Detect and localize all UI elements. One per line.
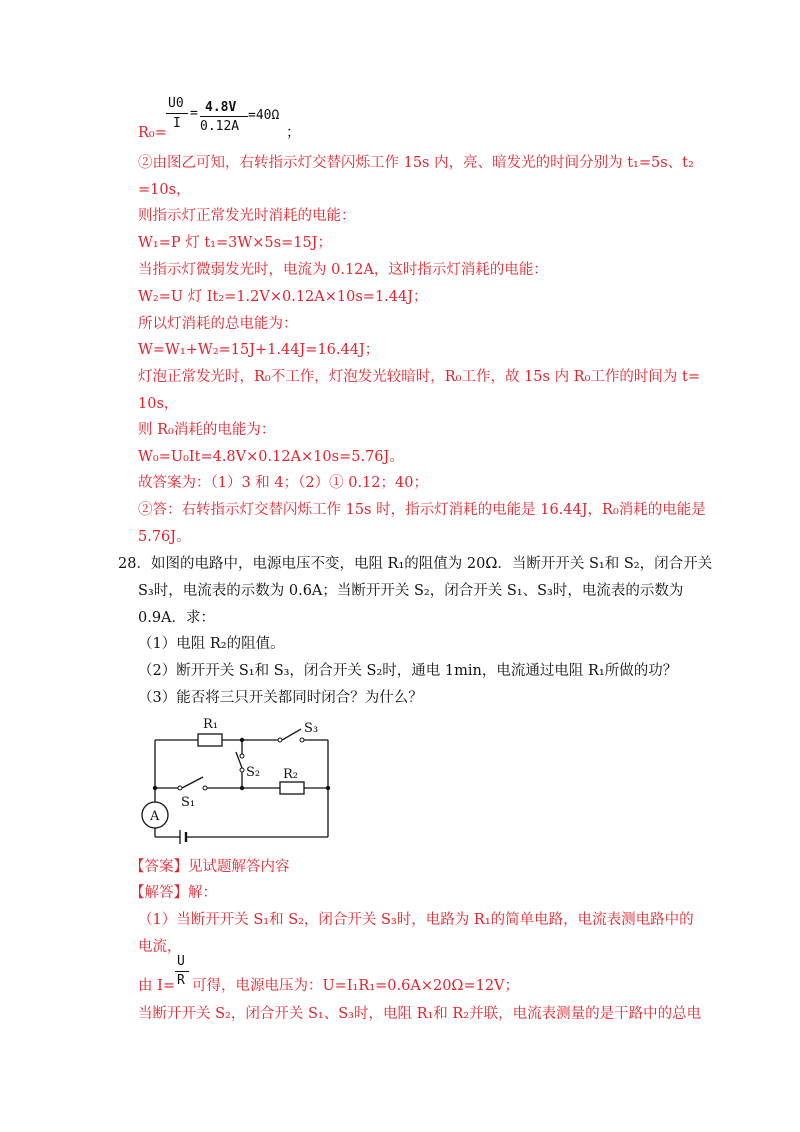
formula-semicolon: ； xyxy=(286,125,301,141)
fraction-numerator: U0 xyxy=(168,96,184,111)
resistor-r2 xyxy=(280,782,304,794)
fraction-denominator: I xyxy=(173,116,181,131)
answer-line: ②由图乙可知，右转指示灯交替闪烁工作 15s 内，亮、暗发光的时间分别为 t₁=5s、t₂ xyxy=(138,155,694,171)
label-s3: S₃ xyxy=(304,721,319,736)
solution-heading: 【解答】解： xyxy=(130,885,217,901)
fraction-bar xyxy=(166,113,188,114)
answer-line: 所以灯消耗的总电能为： xyxy=(138,316,298,332)
question-part-2: （2）断开开关 S₁和 S₃，闭合开关 S₂时，通电 1min，电流通过电阻 R₁所做的功？ xyxy=(138,663,678,679)
answer-line: 则指示灯正常发光时消耗的电能： xyxy=(138,208,356,224)
solution-line: 可得，电源电压为：U=I₁R₁=0.6A×20Ω=12V； xyxy=(192,978,520,994)
ammeter-icon xyxy=(142,802,168,828)
label-r1: R₁ xyxy=(203,717,218,732)
solution-line: 由 I= xyxy=(138,978,175,994)
answer-line: =10s， xyxy=(138,182,191,198)
question-part-3: （3）能否将三只开关都同时闭合？为什么？ xyxy=(138,690,423,706)
question-line: S₃时，电流表的示数为 0.6A；当断开开关 S₂，闭合开关 S₁、S₃时，电流表的示数为 xyxy=(138,583,684,599)
answer-line: 5.76J。 xyxy=(138,529,191,545)
label-s2: S₂ xyxy=(246,765,261,780)
question-line: 0.9A．求： xyxy=(138,610,216,626)
label-s1: S₁ xyxy=(181,795,196,810)
fraction-denominator: 0.12A xyxy=(200,119,240,134)
solution-line: 电流， xyxy=(138,939,182,955)
solution-line: （1）当断开开关 S₁和 S₂，闭合开关 S₃时，电路为 R₁的简单电路，电流表测电路中的 xyxy=(138,912,694,928)
answer-line: W=W₁+W₂=15J+1.44J=16.44J； xyxy=(138,342,380,358)
answer-line: 当指示灯微弱发光时，电流为 0.12A，这时指示灯消耗的电能： xyxy=(138,262,548,278)
answer-line: ②答：右转指示灯交替闪烁工作 15s 时，指示灯消耗的电能是 16.44J，R₀消耗的电能是 xyxy=(138,502,706,518)
fraction-numerator: 4.8V xyxy=(205,100,237,115)
fraction-numerator: U xyxy=(177,954,185,969)
equals-sign: = xyxy=(190,106,198,121)
answer-line: W₁=P 灯 t₁=3W×5s=15J； xyxy=(138,235,332,251)
question-part-1: （1）电阻 R₂的阻值。 xyxy=(138,636,285,652)
formula-r0-label: R₀= xyxy=(138,125,167,141)
fraction-result: =40Ω xyxy=(248,108,280,123)
fraction-denominator: R xyxy=(177,973,185,988)
question-28: 28．如图的电路中，电源电压不变，电阻 R₁的阻值为 20Ω．当断开开关 S₁和 S₂，闭合开关 xyxy=(118,556,713,572)
solution-line: 当断开开关 S₂，闭合开关 S₁、S₃时，电阻 R₁和 R₂并联，电流表测量的是干路中的总电 xyxy=(138,1006,702,1022)
answer-line: 则 R₀消耗的电能为： xyxy=(138,422,276,438)
answer-heading: 【答案】见试题解答内容 xyxy=(130,859,290,875)
label-ammeter: A xyxy=(150,809,160,824)
answer-line: W₂=U 灯 It₂=1.2V×0.12A×10s=1.44J； xyxy=(138,289,428,305)
answer-line: 10s， xyxy=(138,396,179,412)
fraction-bar xyxy=(175,971,189,972)
answer-line: 故答案为：（1）3 和 4；（2）① 0.12；40； xyxy=(138,475,428,491)
fraction-bar xyxy=(200,116,248,117)
answer-line: W₀=U₀It=4.8V×0.12A×10s=5.76J。 xyxy=(138,449,404,465)
answer-line: 灯泡正常发光时，R₀不工作，灯泡发光较暗时，R₀工作，故 15s 内 R₀工作的时间为 t= xyxy=(138,369,700,385)
resistor-r1 xyxy=(198,734,222,746)
label-r2: R₂ xyxy=(283,767,298,782)
